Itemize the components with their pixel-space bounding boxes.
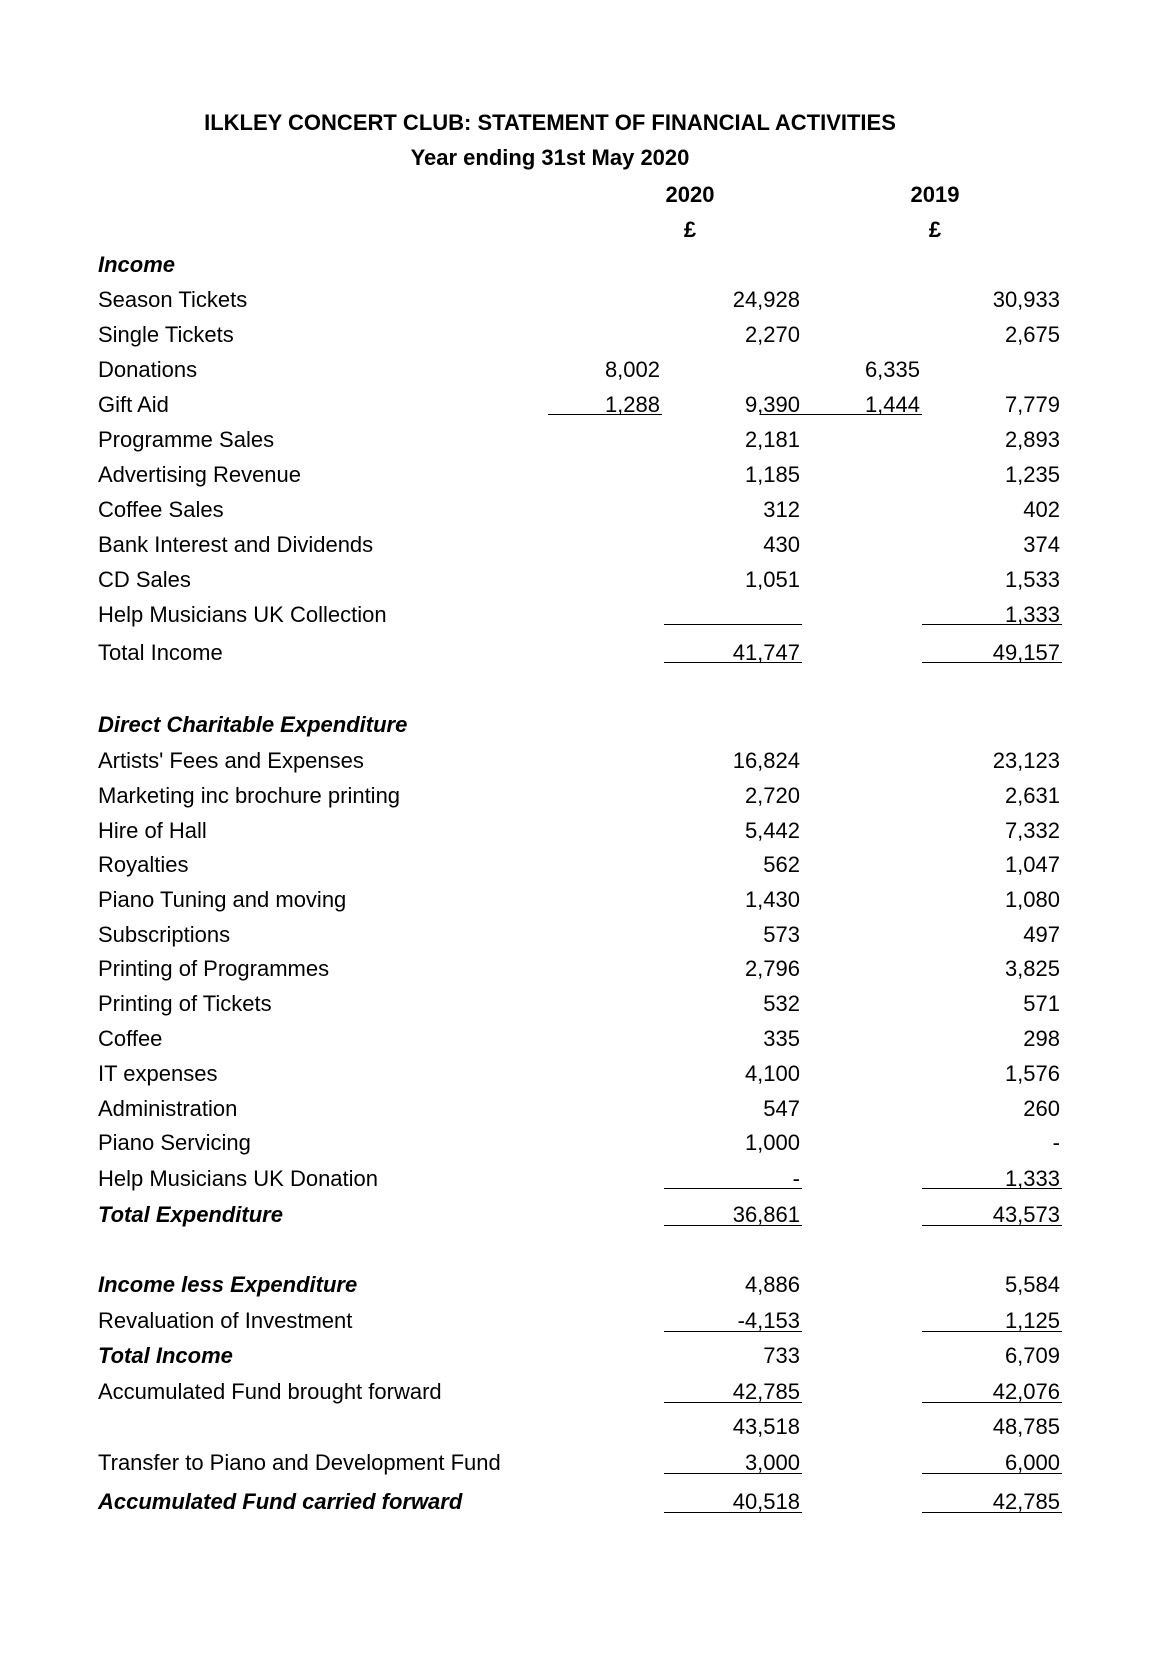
- subtotal-rule: [800, 414, 922, 415]
- total-rule: [922, 1225, 1062, 1226]
- row-label: CD Sales: [98, 567, 191, 592]
- row-label: Subscriptions: [98, 922, 231, 947]
- value-2019: 48,785: [992, 1414, 1060, 1439]
- value-2020: 2,720: [744, 783, 800, 808]
- value-2020: 2,270: [744, 322, 800, 347]
- row-label: Programme Sales: [98, 427, 275, 452]
- total-rule: [922, 1402, 1062, 1403]
- total-rule: [664, 662, 802, 663]
- row-label: Printing of Programmes: [98, 956, 330, 981]
- value-2020: 335: [763, 1026, 800, 1051]
- row-label: Accumulated Fund carried forward: [98, 1489, 463, 1514]
- row-label: Total Income: [98, 640, 223, 665]
- value-2020: 40,518: [732, 1489, 800, 1514]
- value-2020: 1,430: [744, 887, 800, 912]
- total-2020: 36,861: [732, 1202, 800, 1227]
- subtotal-rule: [760, 414, 802, 415]
- value-2019: 1,047: [1004, 852, 1060, 877]
- row-label: Piano Tuning and moving: [98, 887, 347, 912]
- value-2020: 2,796: [744, 956, 800, 981]
- row-label: Income less Expenditure: [98, 1272, 358, 1297]
- value-2020: 42,785: [732, 1379, 800, 1404]
- total-rule: [664, 1331, 802, 1332]
- value-2020: -: [792, 1166, 800, 1191]
- row-label: Total Expenditure: [98, 1202, 283, 1227]
- row-label: Total Income: [98, 1343, 233, 1368]
- value-2020: 43,518: [732, 1414, 800, 1439]
- value-2020: 4,886: [744, 1272, 800, 1297]
- year-2019-header: 2019: [910, 182, 960, 207]
- row-label: Coffee: [98, 1026, 163, 1051]
- value-2020: 24,928: [732, 287, 800, 312]
- value-2019: 42,785: [992, 1489, 1060, 1514]
- row-label: Hire of Hall: [98, 818, 207, 843]
- value-2019: 2,893: [1004, 427, 1060, 452]
- value-2019: 6,000: [1004, 1450, 1060, 1475]
- value-2020: 2,181: [744, 427, 800, 452]
- document-title: ILKLEY CONCERT CLUB: STATEMENT OF FINANCIAL ACTIVITIES: [204, 110, 896, 135]
- value-2019: 7,779: [1004, 392, 1060, 417]
- document-subtitle: Year ending 31st May 2020: [410, 145, 690, 170]
- value-2019: 5,584: [1004, 1272, 1060, 1297]
- total-rule: [664, 1225, 802, 1226]
- value-2020: 573: [763, 922, 800, 947]
- value-2020: 1,051: [744, 567, 800, 592]
- total-rule: [664, 624, 802, 625]
- row-label: Marketing inc brochure printing: [98, 783, 401, 808]
- row-label: Printing of Tickets: [98, 991, 272, 1016]
- row-label: Donations: [98, 357, 198, 382]
- value-2020: 9,390: [744, 392, 800, 417]
- value-2019: 402: [1023, 497, 1060, 522]
- value-2020: 4,100: [744, 1061, 800, 1086]
- value-2019: 1,533: [1004, 567, 1060, 592]
- value-2020: 430: [763, 532, 800, 557]
- value-2019: -: [1052, 1130, 1060, 1155]
- row-label: Accumulated Fund brought forward: [98, 1379, 442, 1404]
- value-2019: 1,333: [1004, 1166, 1060, 1191]
- total-2019: 49,157: [992, 640, 1060, 665]
- year-2020-header: 2020: [665, 182, 715, 207]
- value-2019: 571: [1023, 991, 1060, 1016]
- currency-2020-header: £: [683, 217, 697, 242]
- total-rule: [922, 1188, 1062, 1189]
- value-2019: 1,235: [1004, 462, 1060, 487]
- expenditure-heading: Direct Charitable Expenditure: [98, 712, 408, 737]
- subvalue-2019: 6,335: [864, 357, 920, 382]
- value-2020: 547: [763, 1096, 800, 1121]
- total-rule: [664, 1402, 802, 1403]
- row-label: IT expenses: [98, 1061, 218, 1086]
- value-2019: 30,933: [992, 287, 1060, 312]
- value-2020: 733: [763, 1343, 800, 1368]
- value-2020: 16,824: [732, 748, 800, 773]
- row-label: Advertising Revenue: [98, 462, 302, 487]
- income-heading: Income: [98, 252, 176, 277]
- total-rule: [922, 1331, 1062, 1332]
- value-2019: 2,675: [1004, 322, 1060, 347]
- total-rule: [922, 662, 1062, 663]
- total-rule: [664, 1512, 802, 1513]
- value-2019: 298: [1023, 1026, 1060, 1051]
- value-2019: 497: [1023, 922, 1060, 947]
- value-2020: 312: [763, 497, 800, 522]
- total-2019: 43,573: [992, 1202, 1060, 1227]
- row-label: Artists' Fees and Expenses: [98, 748, 364, 773]
- row-label: Administration: [98, 1096, 238, 1121]
- row-label: Coffee Sales: [98, 497, 224, 522]
- row-label: Revaluation of Investment: [98, 1308, 353, 1333]
- row-label: Single Tickets: [98, 322, 234, 347]
- row-label: Transfer to Piano and Development Fund: [98, 1450, 501, 1475]
- total-rule: [664, 1188, 802, 1189]
- value-2019: 1,080: [1004, 887, 1060, 912]
- total-2020: 41,747: [732, 640, 800, 665]
- value-2019: 1,576: [1004, 1061, 1060, 1086]
- value-2019: 374: [1023, 532, 1060, 557]
- total-rule: [922, 624, 1062, 625]
- value-2020: 3,000: [744, 1450, 800, 1475]
- value-2020: 5,442: [744, 818, 800, 843]
- subtotal-rule: [548, 414, 662, 415]
- row-label: Royalties: [98, 852, 189, 877]
- value-2019: 260: [1023, 1096, 1060, 1121]
- row-label: Help Musicians UK Donation: [98, 1166, 379, 1191]
- value-2020: -4,153: [737, 1308, 800, 1333]
- value-2019: 2,631: [1004, 783, 1060, 808]
- value-2019: 1,125: [1004, 1308, 1060, 1333]
- row-label: Gift Aid: [98, 392, 169, 417]
- total-rule: [664, 1473, 802, 1474]
- row-label: Piano Servicing: [98, 1130, 251, 1155]
- row-label: Bank Interest and Dividends: [98, 532, 374, 557]
- subvalue-2020: 1,288: [604, 392, 660, 417]
- value-2019: 6,709: [1004, 1343, 1060, 1368]
- subvalue-2020: 8,002: [604, 357, 660, 382]
- value-2020: 562: [763, 852, 800, 877]
- currency-2019-header: £: [928, 217, 942, 242]
- value-2020: 532: [763, 991, 800, 1016]
- value-2019: 3,825: [1004, 956, 1060, 981]
- value-2020: 1,185: [744, 462, 800, 487]
- value-2019: 7,332: [1004, 818, 1060, 843]
- value-2019: 1,333: [1004, 602, 1060, 627]
- row-label: Help Musicians UK Collection: [98, 602, 387, 627]
- value-2019: 23,123: [992, 748, 1060, 773]
- value-2019: 42,076: [992, 1379, 1060, 1404]
- total-rule: [922, 1473, 1062, 1474]
- total-rule: [922, 1512, 1062, 1513]
- row-label: Season Tickets: [98, 287, 248, 312]
- subvalue-2019: 1,444: [864, 392, 920, 417]
- value-2020: 1,000: [744, 1130, 800, 1155]
